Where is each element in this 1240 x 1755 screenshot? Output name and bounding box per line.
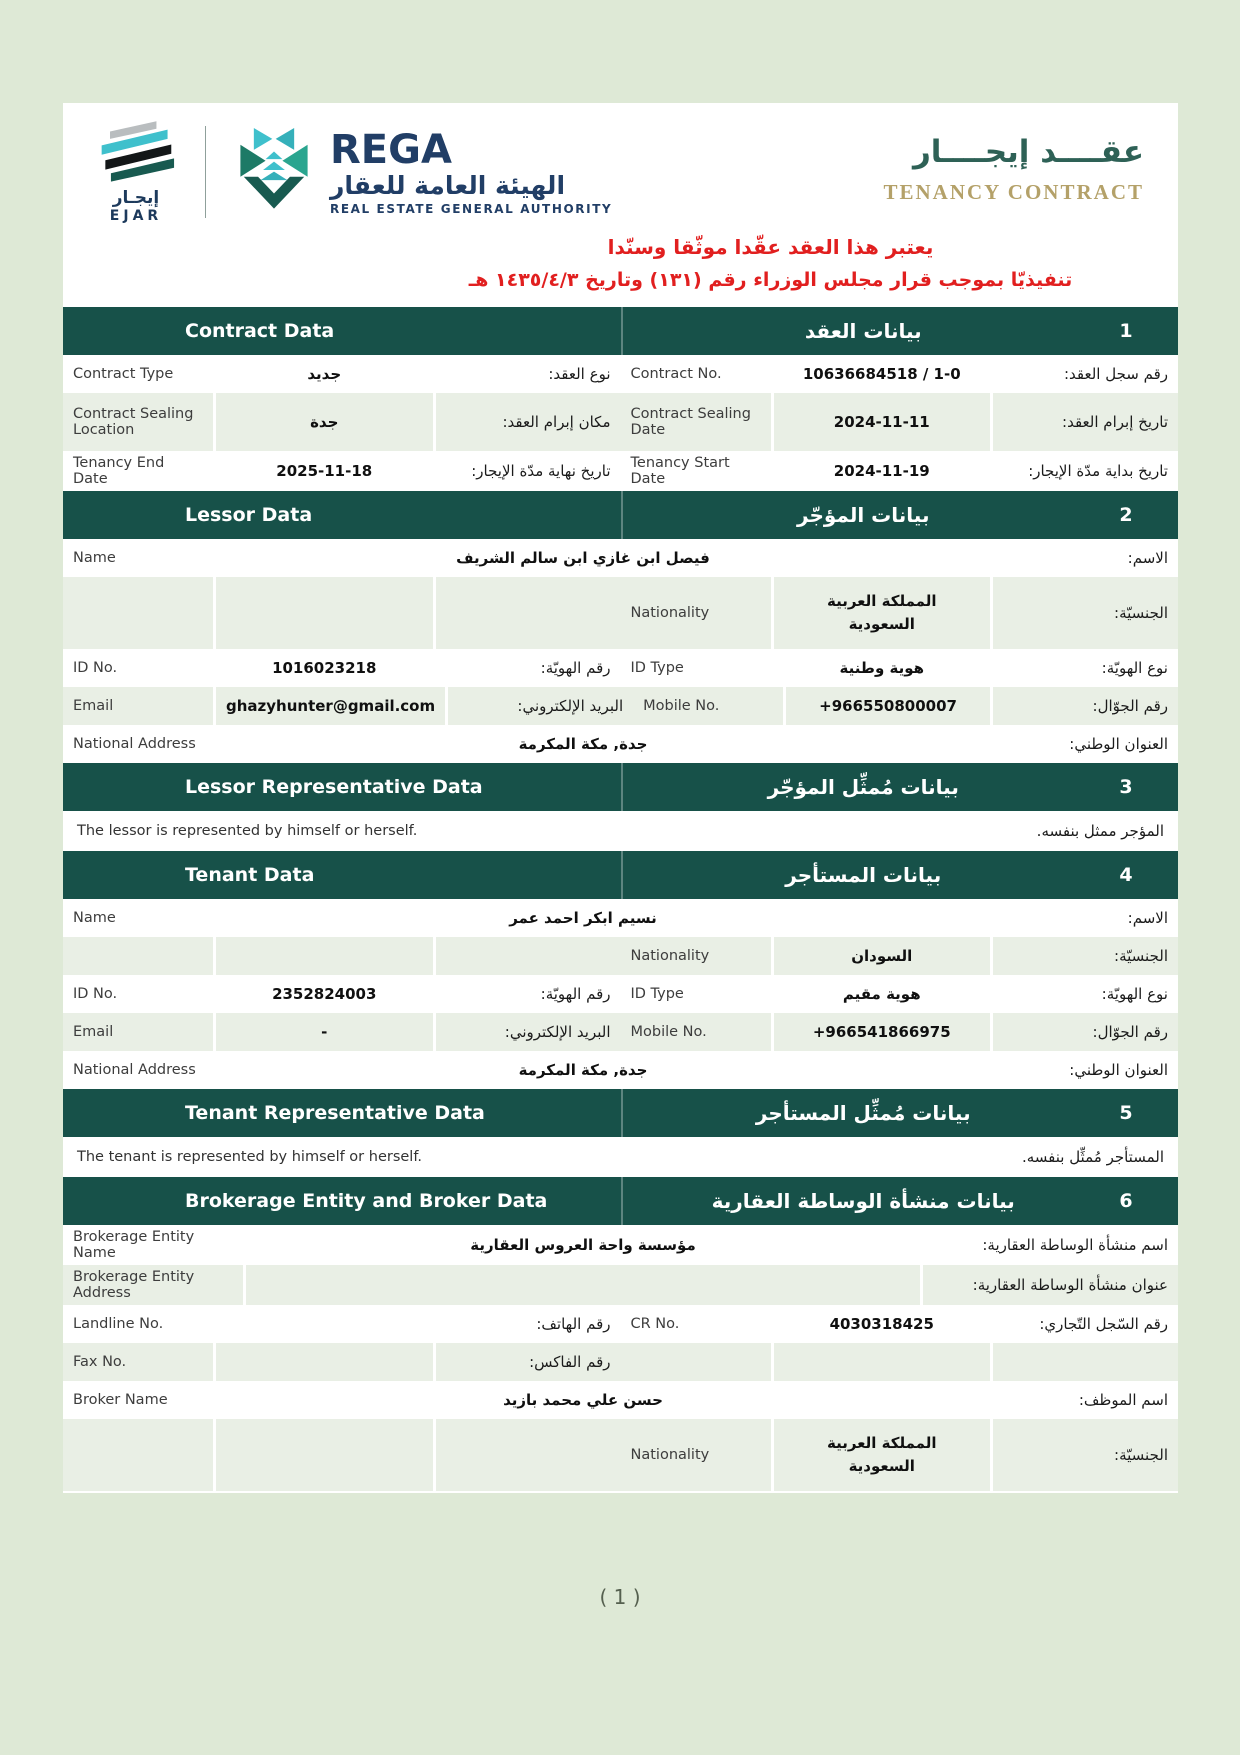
document-title-ar: عقــــد إيجــــار bbox=[912, 133, 1144, 170]
table-row bbox=[63, 577, 1178, 649]
broker-nationality-label-en: Nationality bbox=[621, 1419, 771, 1491]
section-number: 5 bbox=[1119, 1102, 1133, 1124]
end-date-value: 2025-11-18 bbox=[276, 462, 373, 480]
tenant-email-value: - bbox=[216, 1013, 433, 1051]
note-en: The tenant is represented by himself or herself. bbox=[77, 1149, 422, 1165]
brokerage-name-label-en: Brokerage Entity Name bbox=[73, 1229, 195, 1261]
lessor-nationality-value: المملكة العربية السعودية bbox=[827, 591, 937, 633]
lessor-address-value: جدة, مكة المكرمة bbox=[518, 735, 648, 753]
brand-divider bbox=[205, 126, 206, 218]
lessor-address-label-ar: العنوان الوطني: bbox=[1069, 735, 1168, 753]
tenant-id-no-label-ar: رقم الهويّة: bbox=[540, 985, 611, 1003]
cr-no-value: 4030318425 bbox=[829, 1315, 934, 1333]
brokerage-address-value bbox=[246, 1265, 920, 1305]
sealing-date-label-en: Contract Sealing Date bbox=[621, 393, 771, 451]
landline-label-ar: رقم الهاتف: bbox=[536, 1315, 611, 1333]
lessor-representative-note bbox=[63, 811, 1178, 851]
contract-type-value: جديد bbox=[307, 365, 342, 383]
brokerage-address-label-en: Brokerage Entity Address bbox=[63, 1265, 243, 1305]
table-row bbox=[63, 1051, 1178, 1089]
brokerage-address-label-ar: عنوان منشأة الوساطة العقارية: bbox=[923, 1265, 1178, 1305]
cr-no-label-ar: رقم السّجل التّجاري: bbox=[1039, 1315, 1168, 1333]
sealing-location-label-en: Contract Sealing Location bbox=[63, 393, 213, 451]
tenant-name-label-ar: الاسم: bbox=[1127, 909, 1168, 927]
legal-notice-line1: يعتبر هذا العقد عقّدا موثّقا وسنّدا bbox=[607, 235, 934, 259]
section-number: 1 bbox=[1119, 320, 1133, 342]
table-row bbox=[63, 649, 1178, 687]
table-row bbox=[63, 1013, 1178, 1051]
tenant-id-no-label-en: ID No. bbox=[73, 986, 118, 1002]
section-title-en: Lessor Representative Data bbox=[185, 776, 483, 798]
lessor-email-value: ghazyhunter@gmail.com bbox=[216, 687, 445, 725]
rega-logo-icon bbox=[232, 125, 316, 219]
lessor-nationality-label-en: Nationality bbox=[621, 577, 771, 649]
tenant-nationality-label-ar: الجنسيّة: bbox=[993, 937, 1178, 975]
sealing-location-value: جدة bbox=[216, 393, 433, 451]
brand-header bbox=[63, 103, 1178, 224]
ejar-logo-icon bbox=[97, 120, 175, 186]
page-number: ( 1 ) bbox=[599, 1585, 641, 1609]
section-header-contract-data bbox=[63, 307, 1178, 355]
broker-nationality-label-ar: الجنسيّة: bbox=[993, 1419, 1178, 1491]
contract-no-value: 10636684518 / 1-0 bbox=[802, 365, 961, 383]
fax-label-en: Fax No. bbox=[63, 1343, 213, 1381]
tenant-id-type-value: هوية مقيم bbox=[842, 985, 921, 1003]
tenant-id-no-value: 2352824003 bbox=[272, 985, 377, 1003]
tenant-nationality-value: السودان bbox=[774, 937, 991, 975]
tenant-address-value: جدة, مكة المكرمة bbox=[518, 1061, 648, 1079]
lessor-id-no-value: 1016023218 bbox=[272, 659, 377, 677]
tenant-address-label-ar: العنوان الوطني: bbox=[1069, 1061, 1168, 1079]
rega-wordmark bbox=[330, 126, 613, 216]
start-date-label-en: Tenancy Start Date bbox=[630, 455, 730, 487]
broker-name-label-en: Broker Name bbox=[73, 1392, 168, 1408]
section-header-tenant-data bbox=[63, 851, 1178, 899]
broker-name-label-ar: اسم الموظف: bbox=[1078, 1391, 1168, 1409]
end-date-label-ar: تاريخ نهاية مدّة الإيجار: bbox=[471, 462, 611, 480]
rega-wordmark-ar: الهيئة العامة للعقار bbox=[330, 170, 566, 200]
section-header-lessor-data bbox=[63, 491, 1178, 539]
section-number: 4 bbox=[1119, 864, 1133, 886]
ejar-wordmark-en: EJAR bbox=[109, 208, 163, 224]
table-row bbox=[63, 937, 1178, 975]
tenant-nationality-label-en: Nationality bbox=[621, 937, 771, 975]
lessor-id-no-label-ar: رقم الهويّة: bbox=[540, 659, 611, 677]
table-row bbox=[63, 975, 1178, 1013]
tenant-id-type-label-en: ID Type bbox=[630, 986, 684, 1002]
tenant-address-label-en: National Address bbox=[73, 1062, 196, 1078]
tenant-mobile-label-ar: رقم الجوّال: bbox=[993, 1013, 1178, 1051]
tenant-email-label-ar: البريد الإلكتروني: bbox=[436, 1013, 621, 1051]
rega-logo bbox=[232, 125, 612, 219]
contract-type-label-en: Contract Type bbox=[73, 366, 174, 382]
table-row bbox=[63, 725, 1178, 763]
tenant-name-label-en: Name bbox=[73, 910, 116, 926]
contract-document-card bbox=[63, 103, 1178, 1493]
brokerage-name-value: مؤسسة واحة العروس العقارية bbox=[470, 1236, 696, 1254]
lessor-name-label-ar: الاسم: bbox=[1127, 549, 1168, 567]
tenant-mobile-label-en: Mobile No. bbox=[621, 1013, 771, 1051]
lessor-mobile-label-ar: رقم الجوّال: bbox=[993, 687, 1178, 725]
lessor-mobile-label-en: Mobile No. bbox=[633, 687, 783, 725]
section-header-brokerage-data bbox=[63, 1177, 1178, 1225]
sealing-date-value: 2024-11-11 bbox=[774, 393, 991, 451]
note-ar: المستأجر مُمثِّل بنفسه. bbox=[1021, 1148, 1164, 1166]
lessor-nationality-label-ar: الجنسيّة: bbox=[993, 577, 1178, 649]
section-title-en: Tenant Representative Data bbox=[185, 1102, 485, 1124]
broker-nationality-value: المملكة العربية السعودية bbox=[827, 1433, 937, 1475]
lessor-id-type-label-en: ID Type bbox=[630, 660, 684, 676]
start-date-label-ar: تاريخ بداية مدّة الإيجار: bbox=[1028, 462, 1168, 480]
section-number: 3 bbox=[1119, 776, 1133, 798]
note-en: The lessor is represented by himself or herself. bbox=[77, 823, 418, 839]
start-date-value: 2024-11-19 bbox=[833, 462, 930, 480]
end-date-label-en: Tenancy End Date bbox=[73, 455, 165, 487]
landline-value bbox=[216, 1305, 433, 1343]
lessor-email-label-ar: البريد الإلكتروني: bbox=[448, 687, 633, 725]
table-row bbox=[63, 1381, 1178, 1419]
ejar-wordmark-ar: إيجـار bbox=[112, 188, 160, 208]
section-title-ar: بيانات المؤجّر bbox=[797, 503, 930, 527]
tenant-representative-note bbox=[63, 1137, 1178, 1177]
ejar-logo bbox=[93, 120, 179, 224]
table-row bbox=[63, 1419, 1178, 1491]
section-title-en: Lessor Data bbox=[185, 504, 313, 526]
table-row bbox=[63, 355, 1178, 393]
table-row bbox=[63, 539, 1178, 577]
section-header-lessor-representative bbox=[63, 763, 1178, 811]
section-header-tenant-representative bbox=[63, 1089, 1178, 1137]
section-title-ar: بيانات العقد bbox=[804, 319, 922, 343]
table-row bbox=[63, 1225, 1178, 1265]
contract-type-label-ar: نوع العقد: bbox=[548, 365, 611, 383]
section-title-ar: بيانات المستأجر bbox=[785, 863, 942, 887]
table-row bbox=[63, 1343, 1178, 1381]
section-title-ar: بيانات مُمثِّل المستأجر bbox=[755, 1101, 971, 1125]
section-number: 2 bbox=[1119, 504, 1133, 526]
lessor-mobile-value: +966550800007 bbox=[786, 687, 990, 725]
sealing-location-label-ar: مكان إبرام العقد: bbox=[436, 393, 621, 451]
broker-name-value: حسن علي محمد بازيد bbox=[503, 1391, 663, 1409]
lessor-id-no-label-en: ID No. bbox=[73, 660, 118, 676]
lessor-id-type-value: هوية وطنية bbox=[839, 659, 925, 677]
rega-subtitle-en: REAL ESTATE GENERAL AUTHORITY bbox=[330, 201, 613, 216]
section-title-en: Contract Data bbox=[185, 320, 335, 342]
table-row bbox=[63, 687, 1178, 725]
table-row bbox=[63, 451, 1178, 491]
lessor-name-label-en: Name bbox=[73, 550, 116, 566]
contract-no-label-ar: رقم سجل العقد: bbox=[1063, 365, 1168, 383]
table-row bbox=[63, 899, 1178, 937]
tenant-email-label-en: Email bbox=[63, 1013, 213, 1051]
legal-notice bbox=[393, 235, 1148, 291]
lessor-name-value: فيصل ابن غازي ابن سالم الشريف bbox=[456, 549, 710, 567]
lessor-email-label-en: Email bbox=[63, 687, 213, 725]
tenant-id-type-label-ar: نوع الهويّة: bbox=[1101, 985, 1168, 1003]
table-row bbox=[63, 1305, 1178, 1343]
landline-label-en: Landline No. bbox=[73, 1316, 164, 1332]
contract-no-label-en: Contract No. bbox=[630, 366, 722, 382]
fax-label-ar: رقم الفاكس: bbox=[436, 1343, 621, 1381]
section-title-ar: بيانات مُمثِّل المؤجّر bbox=[767, 775, 959, 799]
lessor-id-type-label-ar: نوع الهويّة: bbox=[1101, 659, 1168, 677]
document-title bbox=[884, 134, 1145, 205]
document-title-en: TENANCY CONTRACT bbox=[883, 179, 1144, 204]
lessor-address-label-en: National Address bbox=[73, 736, 196, 752]
legal-notice-line2: تنفيذيّا بموجب قرار مجلس الوزراء رقم (١٣١) وتاريخ ١٤٣٥/٤/٣ هـ bbox=[468, 269, 1073, 291]
fax-value bbox=[216, 1343, 433, 1381]
tenant-mobile-value: +966541866975 bbox=[774, 1013, 991, 1051]
note-ar: المؤجر ممثل بنفسه. bbox=[1036, 822, 1164, 840]
section-header-arabic bbox=[621, 307, 1179, 355]
section-title-ar: بيانات منشأة الوساطة العقارية bbox=[711, 1189, 1015, 1213]
section-title-en: Tenant Data bbox=[185, 864, 315, 886]
section-title-en: Brokerage Entity and Broker Data bbox=[185, 1190, 548, 1212]
brokerage-name-label-ar: اسم منشأة الوساطة العقارية: bbox=[982, 1236, 1168, 1254]
section-number: 6 bbox=[1119, 1190, 1133, 1212]
tenant-name-value: نسيم ابكر احمد عمر bbox=[509, 909, 657, 927]
table-row bbox=[63, 1265, 1178, 1305]
table-row bbox=[63, 393, 1178, 451]
rega-wordmark-en: REGA bbox=[330, 126, 452, 173]
cr-no-label-en: CR No. bbox=[630, 1316, 680, 1332]
sealing-date-label-ar: تاريخ إبرام العقد: bbox=[993, 393, 1178, 451]
